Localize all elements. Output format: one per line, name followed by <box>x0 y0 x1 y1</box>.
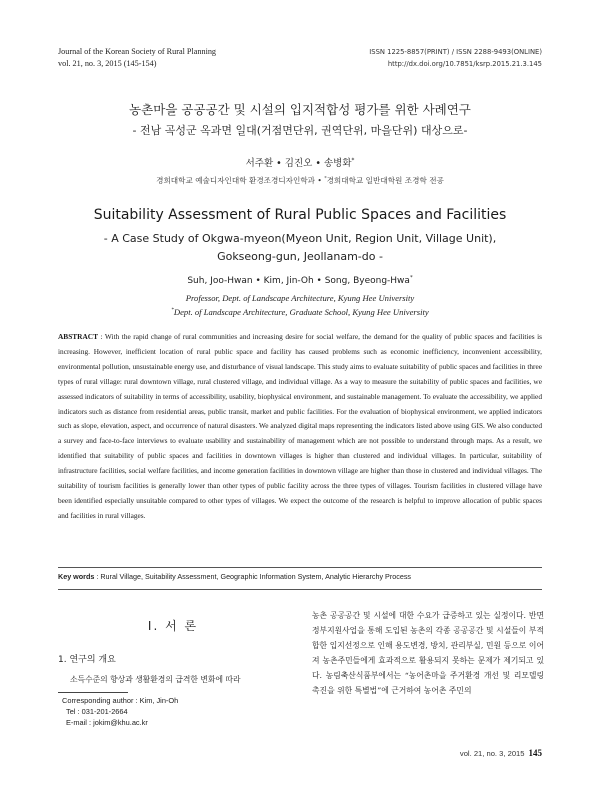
issn-header <box>369 46 542 70</box>
subsection-heading: 1. 연구의 개요 <box>58 655 116 665</box>
journal-name: Journal of the Korean Society of Rural Planning <box>58 47 217 56</box>
korean-authors-mark: * <box>351 157 355 164</box>
issn: ISSN 1225-8857(PRINT) / ISSN 2288-9493(ONLINE) <box>369 48 542 56</box>
keywords-top-rule <box>58 567 542 568</box>
keywords-label: Key words <box>58 572 95 581</box>
keywords-bottom-rule <box>58 589 542 590</box>
english-affiliation-2-mark: * <box>171 307 174 314</box>
english-title: Suitability Assessment of Rural Public Spaces and Facilities <box>93 207 507 223</box>
keywords-separator: : <box>94 572 101 581</box>
english-subtitle-line1: - A Case Study of Okgwa-myeon(Myeon Unit, Region Unit, Village Unit), <box>103 232 497 245</box>
section-heading: I. 서 론 <box>147 619 199 633</box>
abstract-separator: : <box>98 332 105 341</box>
page-footer <box>460 748 542 758</box>
abstract <box>58 330 542 524</box>
korean-authors-names: 서주환 • 김진오 • 송병화 <box>245 158 352 169</box>
english-subtitle <box>0 230 600 266</box>
footnote-rule <box>58 692 128 693</box>
english-affiliation-1: Professor, Dept. of Landscape Architecture, Kyung Hee University <box>185 293 415 303</box>
english-authors-mark: * <box>409 275 413 281</box>
korean-affiliation-b: 경희대학교 일반대학원 조경학 전공 <box>326 176 444 185</box>
doi-link[interactable]: http://dx.doi.org/10.7851/ksrp.2015.21.3.145 <box>387 60 542 68</box>
english-authors-names: Suh, Joo-Hwan • Kim, Jin-Oh • Song, Byeong-Hwa <box>187 276 410 286</box>
correspondence-block <box>62 695 178 728</box>
journal-header <box>58 46 216 70</box>
abstract-label: ABSTRACT <box>58 332 98 341</box>
korean-affiliation <box>0 175 600 186</box>
footer-issue: vol. 21, no. 3, 2015 <box>459 749 525 758</box>
volume-info: vol. 21, no. 3, 2015 (145-154) <box>58 59 157 68</box>
left-column-text: 소득수준의 향상과 생활환경의 급격한 변화에 따라 <box>70 675 241 684</box>
english-subtitle-line2: Gokseong-gun, Jeollanam-do - <box>217 250 383 263</box>
corresponding-author: Corresponding author : Kim, Jin-Oh <box>62 696 179 705</box>
keywords <box>58 572 542 581</box>
english-affiliation-2-text: Dept. of Landscape Architecture, Graduate School, Kyung Hee University <box>173 307 429 317</box>
korean-affiliation-a: 경희대학교 예술디자인대학 환경조경디자인학과 • <box>156 176 325 185</box>
korean-subtitle: - 전남 곡성군 옥과면 일대(거점면단위, 권역단위, 마을단위) 대상으로- <box>132 124 468 137</box>
korean-title: 농촌마을 공공공간 및 시설의 입지적합성 평가를 위한 사례연구 <box>129 102 471 117</box>
abstract-text: With the rapid change of rural communities and increasing desire for social welfare, the demand for the quality of public spaces and facilities is increasing. However, inefficient location of rural public space and facility has caused problems such as economic inefficiency, inconvenient accessibility, environmental pollution, unsustainable energy use, and disturbance of visual landscape. This study aims to evaluate suitability of public spaces and facilities in three types of rural village: rural downtown village, rural clustered village, and individual village. As a way to measure the suitability of public spaces and facilities, we assessed indicators of suitability in terms of accessibility, usability, biophysical environment, and sustainable management. To evaluate the accessibility, we applied indicators such as distance from residential areas, public transit, market and public facilities. For the evaluation of biophysical environment, we applied indicators such as slope, elevation, aspect, and occurrence of natural disasters. We analyzed digital maps representing the indicators listed above using GIS. We also conducted a survey and face-to-face interviews to evaluate usability and sustainability of management which are not possible to understand through maps. As a result, we identified that suitability of public spaces and facilities in downtown villages is higher than clustered and individual villages. In particular, suitability of infrastructure facilities, social welfare facilities, and income generation facilities in downtown village are higher than those in clustered and individual villages. The suitability of tourism facilities is generally lower than other types of public facility across the three types of villages. Tourism facilities in clustered village have been identified especially unsuitable compared to other types of villages. We expect the outcome of the research is helpful to improve allocation of public spaces and facilities in rural villages. <box>58 332 542 520</box>
correspondence-tel: Tel : 031-201-2664 <box>66 707 128 716</box>
korean-affiliation-mark: * <box>324 176 327 182</box>
english-authors <box>0 275 600 286</box>
english-affiliation-2 <box>0 307 600 317</box>
korean-authors <box>0 155 600 169</box>
correspondence-email[interactable]: E-mail : jokim@khu.ac.kr <box>66 718 148 727</box>
right-column-text: 농촌 공공공간 및 시설에 대한 수요가 급증하고 있는 실정이다. 반면 정부지원사업을 통해 도입된 농촌의 각종 공공공간 및 시설들이 부적합한 입지선정으로 인해 용도변경, 방치, 관리부실, 민원 등으로 이어져 농촌주민들에게 효과적으로 활용되지 못하는 문제가 제기되고 있다. 농림축산식품부에서는 “농어촌마을 주거환경 개선 및 리모델링 촉진을 위한 특별법”에 근거하여 농어촌 주민의 <box>312 611 544 695</box>
page-number: 145 <box>528 748 542 758</box>
keywords-text: Rural Village, Suitability Assessment, Geographic Information System, Analytic Hierarchy Process <box>100 572 412 581</box>
